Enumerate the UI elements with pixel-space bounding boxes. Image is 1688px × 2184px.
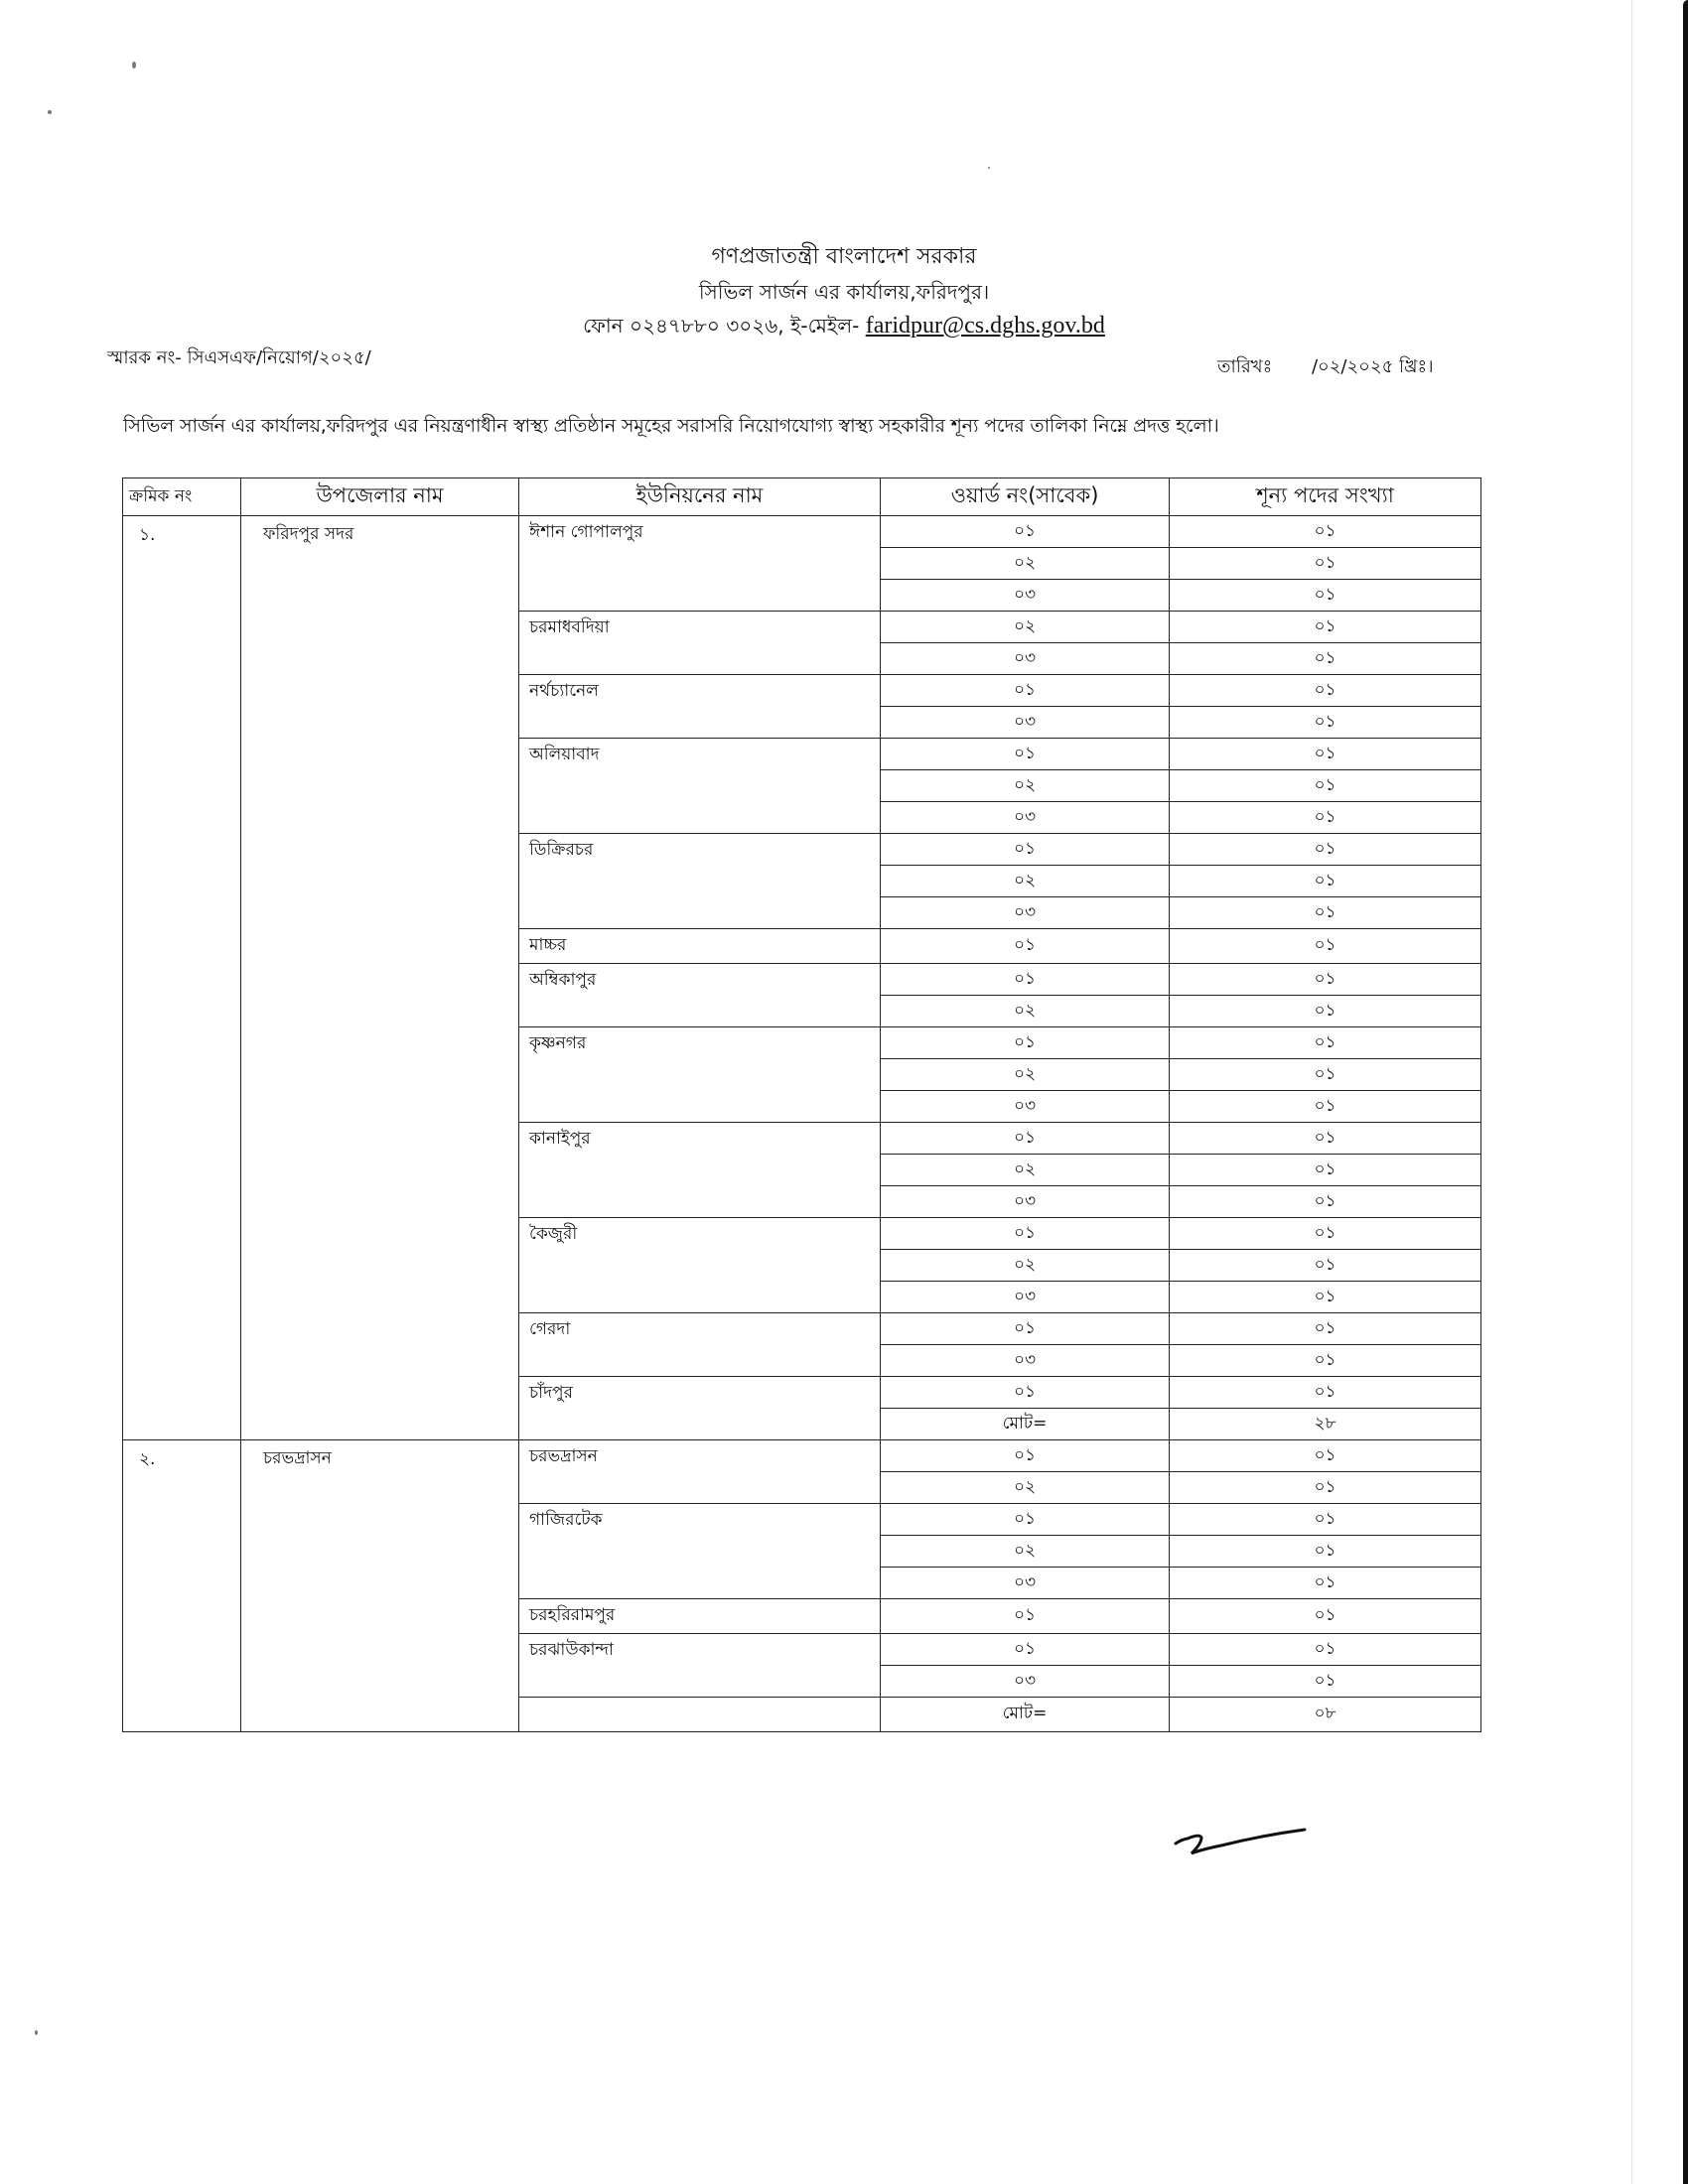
vacancy-cell: ০১ <box>1170 1568 1481 1599</box>
ward-cell: ০২ <box>881 996 1170 1027</box>
ward-cell: ০২ <box>881 1155 1170 1186</box>
ward-cell: ০১ <box>881 1123 1170 1155</box>
vacancy-cell: ০১ <box>1170 1377 1481 1409</box>
union-cell: চরহরিরামপুর <box>519 1599 881 1634</box>
header-upazila: উপজেলার নাম <box>241 478 519 516</box>
ward-cell: ০৩ <box>881 897 1170 929</box>
scan-speck <box>132 62 136 68</box>
scan-speck <box>988 167 990 169</box>
union-cell: কৃষ্ণনগর <box>519 1027 881 1123</box>
total-value: ০৮ <box>1170 1698 1481 1732</box>
table-row <box>123 516 1481 548</box>
header-union: ইউনিয়নের নাম <box>519 478 881 516</box>
ward-cell: ০২ <box>881 770 1170 802</box>
vacancy-cell: ০১ <box>1170 707 1481 739</box>
signature-icon <box>1172 1822 1311 1861</box>
memo-value: সিএসএফ/নিয়োগ/২০২৫/ <box>187 347 371 368</box>
vacancy-cell: ০১ <box>1170 739 1481 770</box>
upazila-cell: ফরিদপুর সদর <box>241 516 519 1440</box>
union-cell: অম্বিকাপুর <box>519 964 881 1027</box>
vacancy-cell: ০১ <box>1170 866 1481 897</box>
ward-cell: ০৩ <box>881 643 1170 675</box>
ward-cell: ০৩ <box>881 1282 1170 1313</box>
ward-cell: ০১ <box>881 834 1170 866</box>
vacancy-cell: ০১ <box>1170 802 1481 834</box>
vacancy-cell: ০১ <box>1170 1155 1481 1186</box>
vacancy-cell: ০১ <box>1170 964 1481 996</box>
contact-line <box>0 314 1688 338</box>
email-label: , ই-মেইল- <box>777 314 860 338</box>
vacancy-cell: ০১ <box>1170 1250 1481 1282</box>
ward-cell: ০৩ <box>881 1568 1170 1599</box>
union-cell: নর্থচ্যানেল <box>519 675 881 739</box>
ward-cell: ০১ <box>881 964 1170 996</box>
vacancy-cell: ০১ <box>1170 1345 1481 1377</box>
union-cell: কানাইপুর <box>519 1123 881 1218</box>
union-cell: ডিক্রিরচর <box>519 834 881 929</box>
ward-cell: ০১ <box>881 929 1170 964</box>
table-body <box>123 516 1481 1732</box>
ward-cell: ০১ <box>881 516 1170 548</box>
union-cell: মাচ্চর <box>519 929 881 964</box>
serial-cell: ১. <box>123 516 241 1440</box>
ward-cell: ০১ <box>881 739 1170 770</box>
union-cell: চাঁদপুর <box>519 1377 881 1440</box>
ward-cell: ০১ <box>881 1634 1170 1666</box>
union-cell: চরমাধবদিয়া <box>519 612 881 675</box>
ward-cell: ০২ <box>881 1536 1170 1568</box>
upazila-cell: চরভদ্রাসন <box>241 1440 519 1732</box>
vacancy-cell: ০১ <box>1170 1666 1481 1698</box>
vacancy-cell: ০১ <box>1170 1440 1481 1472</box>
serial-cell: ২. <box>123 1440 241 1732</box>
union-cell: গাজিরটেক <box>519 1504 881 1599</box>
vacancy-cell: ০১ <box>1170 612 1481 643</box>
vacancy-cell: ০১ <box>1170 1091 1481 1123</box>
union-cell: চরঝাউকান্দা <box>519 1634 881 1698</box>
vacancy-cell: ০১ <box>1170 548 1481 580</box>
vacancy-cell: ০১ <box>1170 1282 1481 1313</box>
total-label: মোট= <box>881 1698 1170 1732</box>
vacancy-cell: ০১ <box>1170 834 1481 866</box>
table-header-row <box>123 478 1481 516</box>
ward-cell: ০৩ <box>881 802 1170 834</box>
date-value: /০২/২০২৫ খ্রিঃ। <box>1311 356 1434 377</box>
vacancy-cell: ০১ <box>1170 516 1481 548</box>
header-serial: ক্রমিক নং <box>123 478 241 516</box>
ward-cell: ০৩ <box>881 1345 1170 1377</box>
vacancy-cell: ০১ <box>1170 929 1481 964</box>
ward-cell: ০২ <box>881 548 1170 580</box>
ward-cell: ০২ <box>881 866 1170 897</box>
union-cell: চরভদ্রাসন <box>519 1440 881 1504</box>
vacancy-cell: ০১ <box>1170 580 1481 612</box>
scan-speck <box>48 110 52 114</box>
scan-speck <box>35 2030 38 2035</box>
header-ward: ওয়ার্ড নং(সাবেক) <box>881 478 1170 516</box>
ward-cell: ০৩ <box>881 1091 1170 1123</box>
ward-cell: ০১ <box>881 1218 1170 1250</box>
header-vacancies: শূন্য পদের সংখ্যা <box>1170 478 1481 516</box>
ward-cell: ০১ <box>881 1027 1170 1059</box>
union-cell: অলিয়াবাদ <box>519 739 881 834</box>
memo-number <box>107 343 371 374</box>
vacancy-cell: ০১ <box>1170 1599 1481 1634</box>
ward-cell: ০১ <box>881 1599 1170 1634</box>
date-line <box>1217 352 1434 383</box>
union-cell: গেরদা <box>519 1313 881 1377</box>
ward-cell: ০২ <box>881 612 1170 643</box>
ward-cell: ০২ <box>881 1472 1170 1504</box>
table-row <box>123 1440 1481 1472</box>
vacancy-cell: ০১ <box>1170 1536 1481 1568</box>
ward-cell: ০৩ <box>881 707 1170 739</box>
ward-cell: ০২ <box>881 1250 1170 1282</box>
office-title: সিভিল সার্জন এর কার্যালয়,ফরিদপুর। <box>698 280 990 304</box>
intro-paragraph: সিভিল সার্জন এর কার্যালয়,ফরিদপুর এর নিয়ন্ত্রণাধীন স্বাস্থ্য প্রতিষ্ঠান সমূহের সরাসরি নিয়োগযোগ্য স্বাস্থ্য সহকারীর শূন্য পদের তালিকা নিম্নে প্রদত্ত হলো। <box>123 415 1219 437</box>
ward-cell: ০১ <box>881 1440 1170 1472</box>
letterhead <box>0 246 1688 338</box>
vacancy-cell: ০১ <box>1170 1186 1481 1218</box>
ward-cell: ০২ <box>881 1059 1170 1091</box>
vacancy-cell: ০১ <box>1170 675 1481 707</box>
vacancy-cell: ০১ <box>1170 643 1481 675</box>
ward-cell: ০১ <box>881 1313 1170 1345</box>
vacancy-cell: ০১ <box>1170 1123 1481 1155</box>
vacancy-cell: ০১ <box>1170 1059 1481 1091</box>
empty-union-cell <box>519 1698 881 1732</box>
vacancy-cell: ০১ <box>1170 897 1481 929</box>
vacancy-cell: ০১ <box>1170 1472 1481 1504</box>
ward-cell: ০১ <box>881 1504 1170 1536</box>
vacancy-cell: ০১ <box>1170 1027 1481 1059</box>
phone-label: ফোন <box>583 314 624 338</box>
total-label: মোট= <box>881 1409 1170 1440</box>
vacancy-cell: ০১ <box>1170 1504 1481 1536</box>
ward-cell: ০৩ <box>881 580 1170 612</box>
date-label: তারিখঃ <box>1217 356 1273 377</box>
memo-label: স্মারক নং- <box>107 347 182 368</box>
total-value: ২৮ <box>1170 1409 1481 1440</box>
phone-number: ০২৪৭৮৮০ ৩০২৬ <box>629 314 778 338</box>
vacancy-table <box>122 478 1481 1732</box>
vacancy-cell: ০১ <box>1170 1634 1481 1666</box>
vacancy-cell: ০১ <box>1170 1218 1481 1250</box>
vacancy-cell: ০১ <box>1170 770 1481 802</box>
union-cell: ঈশান গোপালপুর <box>519 516 881 612</box>
ward-cell: ০১ <box>881 1377 1170 1409</box>
email-link[interactable]: faridpur@cs.dghs.gov.bd <box>865 313 1105 339</box>
ward-cell: ০৩ <box>881 1186 1170 1218</box>
ward-cell: ০১ <box>881 675 1170 707</box>
vacancy-cell: ০১ <box>1170 996 1481 1027</box>
union-cell: কৈজুরী <box>519 1218 881 1313</box>
vacancy-cell: ০১ <box>1170 1313 1481 1345</box>
ward-cell: ০৩ <box>881 1666 1170 1698</box>
government-title: গণপ্রজাতন্ত্রী বাংলাদেশ সরকার <box>711 244 977 269</box>
